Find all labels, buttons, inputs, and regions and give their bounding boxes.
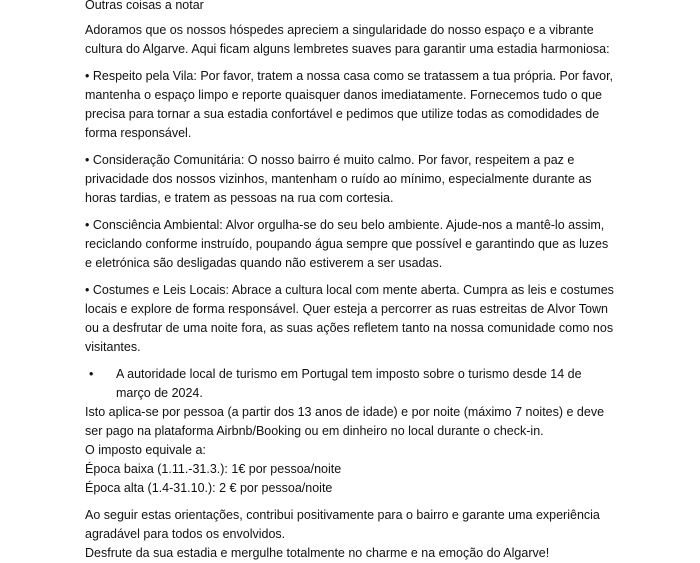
guideline-community: • Consideração Comunitária: O nosso bairro é muito calmo. Por favor, respeitem a paz e privacidade dos nossos vizinhos, mantenham o ruído ao mínimo, especialmente durante as horas tardias, e tratem as pessoas na rua com cortesia. [85, 153, 592, 205]
intro-paragraph: Adoramos que os nossos hóspedes apreciem a singularidade do nosso espaço e a vibrante cultura do Algarve. Aqui ficam alguns lembretes suaves para garantir uma estadia harmoniosa: [85, 23, 610, 56]
document-page [85, 0, 615, 563]
tax-list-item [85, 365, 615, 403]
farewell-line: Desfrute da sua estadia e mergulhe totalmente no charme e na emoção do Algarve! [85, 546, 550, 560]
section-heading: Outras coisas a notar [85, 0, 204, 12]
tax-equivalent: O imposto equivale a: [85, 443, 206, 457]
guideline-local-customs: • Costumes e Leis Locais: Abrace a cultura local com mente aberta. Cumpra as leis e costumes locais e explore de forma responsável. Quer esteja a percorrer as ruas estreitas de Alvor Town ou a desfrutar de uma noite fora, as suas ações refletem tanto na nossa comunidade como nos visitantes. [85, 283, 614, 354]
guideline-respect-villa: • Respeito pela Vila: Por favor, tratem a nossa casa como se tratassem a tua própria. Por favor, mantenha o espaço limpo e reporte quaisquer danos imediatamente. Fornecemos tudo o que precisa para tornar a sua estadia confortável e pedimos que utilize todas as comodidades de forma responsável. [85, 69, 614, 140]
tax-item-text: A autoridade local de turismo em Portugal tem imposto sobre o turismo desde 14 de março de 2024. [116, 367, 582, 400]
closing-paragraph: Ao seguir estas orientações, contribui positivamente para o bairro e garante uma experiência agradável para todos os envolvidos. [85, 508, 600, 541]
tax-details: Isto aplica-se por pessoa (a partir dos 13 anos de idade) e por noite (máximo 7 noites) e deve ser pago na plataforma Airbnb/Booking ou em dinheiro no local durante o check-in. [85, 405, 605, 438]
guideline-environment: • Consciência Ambiental: Alvor orgulha-se do seu belo ambiente. Ajude-nos a mantê-lo assim, reciclando conforme instruído, poupando água sempre que possível e garantindo que as luzes e eletrónica são desligadas quando não estiverem a ser usadas. [85, 218, 609, 270]
bullet-marker: • [89, 367, 94, 381]
low-season-rate: Época baixa (1.11.-31.3.): 1€ por pessoa/noite [85, 462, 342, 476]
high-season-rate: Época alta (1.4-31.10.): 2 € por pessoa/noite [85, 481, 333, 495]
